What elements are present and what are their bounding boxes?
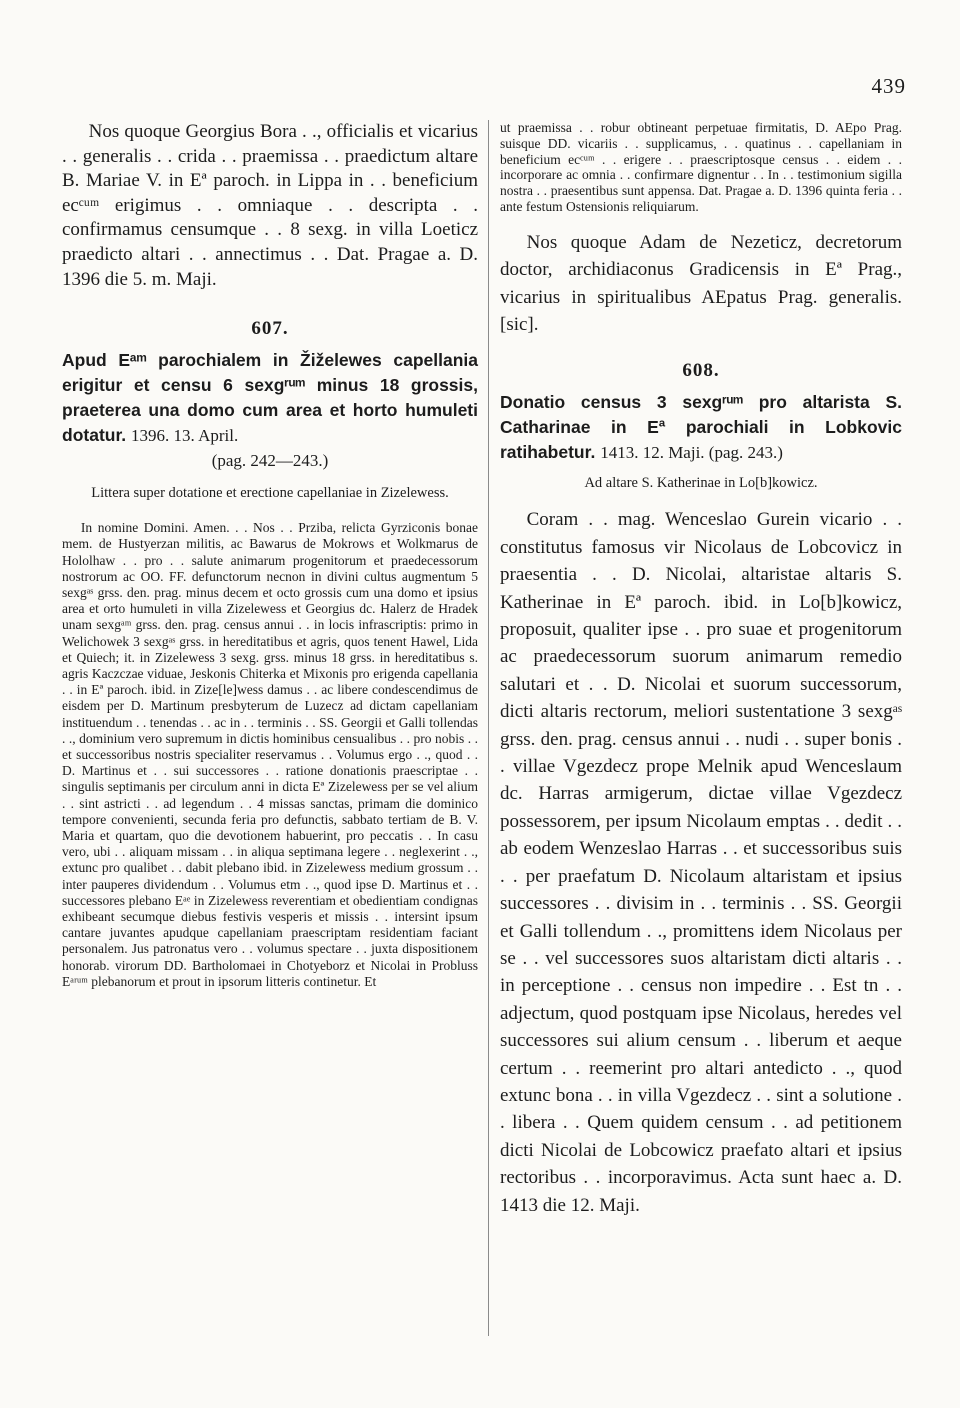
column-divider bbox=[488, 120, 489, 1336]
heading-page-ref: (pag. 242—243.) bbox=[211, 451, 329, 471]
document-608-body: Coram . . mag. Wenceslao Gurein vicario . . constitutus famosus vir Nicolaus de Lobcovicz in praesentia . . D. Nicolai, altaristae altaris S. Katherinae in Eª paroch. ibid. in Lo[b]kowicz, proposuit, qualiter ipse . . pro suae et progenitorum ac praedecessorum suorum animarum remedio salutari et . . D. Nicolai et suorum successorum, dicti altaris rectorum, meliori sustentatione 3 sexgᵃˢ grss. den. prag. census annui . . nudi . . super bonis . . villae Vgezdecz prope Melnik apud Wenceslaum dc. Harras armigerum, dictae villae Vgezdecz possessorem, per ipsum Nicolaum emptas . . dedit . . ab eodem Wenzeslao Harras . . et successoribus suis . . per praefatum D. Nicolaum altaristam et ipsius successores . . divisim in . . terminis . . SS. Georgii et Galli tollendum . ., promittens idem Nicolaus per se . . vel successores suos altaristam dicti altaris . . in perceptione . . census non impedire . . Est tn . . adjectum, quod postquam ipse Nicolaus, heredes vel successores sui alium censum . . liberum et aeque certum . . reemerint pro altari antedicto . ., quod extunc bona . . in villa Vgezdecz . . sint a solutione . . libera . . Quem quidem censum . . ad petitionem dicti Nicolai de Lobcowicz praefato altari et ipsius rectoribus . . incorporavimus. Acta sunt haec a. D. 1413 die 12. Maji. bbox=[500, 509, 902, 1216]
right-intro-paragraph: Nos quoque Adam de Nezeticz, decretorum doctor, archidiaconus Gradicensis in Eª Prag., vicarius in spiritualibus AEpatus Prag. generalis. [sic]. bbox=[500, 231, 902, 335]
page-number: 439 bbox=[871, 74, 906, 98]
right-column bbox=[500, 120, 902, 1219]
document-608-subtitle: Ad altare S. Katherinae in Lo[b]kowicz. bbox=[584, 475, 818, 492]
heading-text: Donatio census 3 sexgʳᵘᵐ pro altarista S. Catharinae in Eª parochiali in Lobkovic ratihabetur. bbox=[500, 392, 902, 463]
document-607-body: In nomine Domini. Amen. . . Nos . . Prziba, relicta Gyrziconis bonae mem. de Hustyerzan militis, ac Bawarus de Mokrows et Wolkmarus de Hololhaw . . pro . . salute animarum progenitorum et praedecessorum nostrorum ac OO. FF. defunctorum necnon in divini cultus augmentum 5 sexgᵃˢ grss. den. prag. minus decem et octo grossis cum una domo et ipsius area et orto humuleti in villa Zizelewess et Georgius dc. Halerz de Hradek unam sexgᵃᵐ grss. den. prag. census annui . . in locis infrascriptis: primo in Welichowek 3 sexgᵃˢ grss. in hereditatibus et agris, quos tenent Hawel, Lida et Quiech; it. in Zizelewess 3 sexg. grss. minus 18 grss. in hereditatibus s. agris Kaczczae viduae, Jeskonis Chiterka et Mixonis pro erigenda capellania . . in Eª paroch. ibid. in Zize[le]wess damus . . ac libere condescendimus de eisdem per D. Martinum presbyterum de Luzecz ad dictam capellaniam instituendum . . tenendas . . ac in . . terminis . . SS. Georgii et Galli tollendas . ., dominium vero supremum in dictis hominibus censualibus . . pro nobis . . et successoribus nostris specialiter reservamus . . Volumus ergo . ., quod . . D. Martinus et . . sui successores . . ratione donationis praescriptae . . singulis septimanis per circulum anni in dicta Eª Zizelewess per se vel alium . . sint astricti . . ad legendum . . 4 missas sanctas, primam die dominico tempore convenienti, secunda feria pro defunctis, sabbato tertiam de B. V. Maria et quartam, quo die devotionem habuerint, pro peccatis . . In casu vero, ubi . . aliquam missam . . in aliqua septimana legere . . neglexerint . ., extunc pro qualibet . . dabit plebano ibid. in Zizelewess medium grossum . . inter pauperes dividendum . . Volumus etm . ., quod ipse D. Martinus et . . successores plebano Eᵃᵉ in Zizelewess reverentiam et obedientiam condignas exhibeant secumque diebus festivis vesperis et missis . . intersint ipsum cantare juvantes apudque capellaniam praescriptam residentiam faciant personalem. Jus patronatus vero . . volumus spectare . . juxta dispositionem honorab. virorum DD. Bartholomaei in Chotyeborz et Nicolai in Probluss Eᵃʳᵘᵐ plebanorum et prout in ipsorum litteris continetur. Et bbox=[62, 520, 478, 989]
document-number-608: 608. bbox=[682, 360, 720, 382]
document-607-subtitle: Littera super dotatione et erectione capellaniae in Zizelewess. bbox=[91, 485, 449, 502]
heading-date: 1413. 12. Maji. (pag. 243.) bbox=[600, 443, 783, 463]
left-intro-paragraph: Nos quoque Georgius Bora . ., officialis et vicarius . . generalis . . crida . . praemissa . . praedictum altare B. Mariae V. in Eª paroch. in Lippa in . . beneficium ecᶜᵘᵐ erigimus . . omniaque . . descripta . . confirmamus censumque . . 8 sexg. in villa Loeticz praedicto altari . . annectimus . . Dat. Pragae a. D. 1396 die 5. m. Maji. bbox=[62, 121, 478, 290]
left-column bbox=[62, 120, 478, 990]
document-608-heading bbox=[500, 390, 902, 465]
heading-text: Apud Eᵃᵐ parochialem in Žiželewes capellania erigitur et censu 6 sexgʳᵘᵐ minus 18 grossis, praeterea una domo cum area et horto humuleti dotatur. bbox=[62, 350, 478, 446]
document-number-607: 607. bbox=[251, 318, 289, 340]
document-607-continuation: ut praemissa . . robur obtineant perpetuae firmitatis, D. AEpo Prag. suisque DD. vicariis . . supplicamus, . . quatinus . . capellaniam in beneficium ecᶜᵘᵐ . . erigere . . praescriptosque census . . eidem . . incorporare ac omnia . . confirmare dignentur . . In . . testimonium sigilla nostra . . praesentibus sunt appensa. Dat. Pragae a. D. 1396 quinta feria . . ante festum Ostensionis reliquiarum. bbox=[500, 120, 902, 214]
heading-date: 1396. 13. April. bbox=[131, 426, 239, 446]
document-607-heading bbox=[62, 348, 478, 448]
